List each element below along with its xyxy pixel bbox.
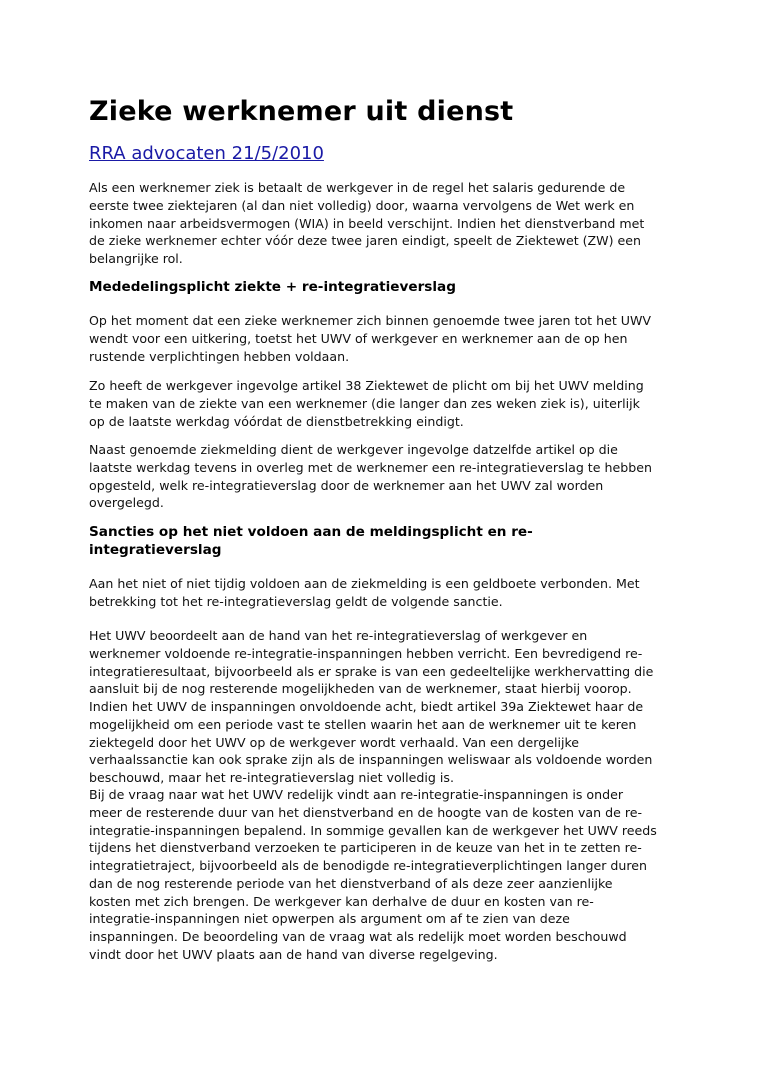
- text-line: aansluit bij de nog resterende mogelijkheden van de werknemer, staat hierbij voorop.: [89, 681, 632, 697]
- paragraph-intro: [89, 179, 644, 268]
- document-title: Zieke werknemer uit dienst: [89, 96, 514, 127]
- text-line: integratieresultaat, bijvoorbeeld als er sprake is van een gedeeltelijke werkhervatting die: [89, 663, 654, 679]
- paragraph-artikel-38: [89, 377, 644, 430]
- text-line: integratietraject, bijvoorbeeld als de benodigde re-integratieverplichtingen langer duren: [89, 858, 647, 873]
- text-line: Op het moment dat een zieke werknemer zich binnen genoemde twee jaren tot het UWV: [89, 313, 652, 328]
- text-line: beschouwd, maar het re-integratieverslag niet volledig is.: [89, 770, 454, 785]
- source-link[interactable]: RRA advocaten 21/5/2010: [89, 143, 324, 164]
- text-line: Bij de vraag naar wat het UWV redelijk vindt aan re-integratie-inspanningen is onder: [89, 787, 624, 802]
- text-line: verhaalssanctie kan ook sprake zijn als de inspanningen weliswaar als voldoende worden: [89, 752, 653, 768]
- text-line: integratieverslag: [89, 542, 222, 558]
- text-line: de zieke werknemer echter vóór deze twee jaren eindigt, speelt de Ziektewet (ZW) een: [89, 233, 642, 249]
- paragraph-re-integratieverslag: [89, 441, 652, 512]
- text-line: werknemer voldoende re-integratie-inspanningen hebben verricht. Een bevredigend re-: [89, 645, 643, 661]
- text-line: kosten met zich brengen. De werkgever kan derhalve de duur en kosten van re-: [89, 893, 594, 909]
- text-line: ziektegeld door het UWV op de werkgever wordt verhaald. Van een dergelijke: [89, 734, 580, 750]
- text-line: Indien het UWV de inspanningen onvoldoende acht, biedt artikel 39a Ziektewet haar de: [89, 699, 644, 714]
- text-line: Zo heeft de werkgever ingevolge artikel 38 Ziektewet de plicht om bij het UWV melding: [89, 378, 644, 393]
- text-line: dan de nog resterende periode van het dienstverband of als deze zeer aanzienlijke: [89, 875, 613, 891]
- text-line: inspanningen. De beoordeling van de vraag wat als redelijk moet worden beschouwd: [89, 929, 627, 944]
- text-line: Sancties op het niet voldoen aan de meldingsplicht en re-: [89, 524, 533, 540]
- text-line: te maken van de ziekte van een werknemer (die langer dan zes weken ziek is), uiterlijk: [89, 395, 640, 411]
- paragraph-uwv-toetsing: [89, 312, 651, 365]
- text-line: op de laatste werkdag vóórdat de dienstbetrekking eindigt.: [89, 413, 464, 429]
- text-line: tijdens het dienstverband verzoeken te participeren in de keuze van het in te zetten re-: [89, 840, 642, 856]
- text-line: belangrijke rol.: [89, 251, 183, 266]
- text-line: laatste werkdag tevens in overleg met de werknemer een re-integratieverslag te hebben: [89, 459, 652, 475]
- text-line: vindt door het UWV plaats aan de hand van diverse regelgeving.: [89, 946, 498, 962]
- text-line: overgelegd.: [89, 495, 164, 511]
- text-line: integratie-inspanningen bepalend. In sommige gevallen kan de werkgever het UWV reeds: [89, 822, 657, 838]
- section-heading-mededelingsplicht: [89, 278, 456, 296]
- text-line: meer de resterende duur van het dienstverband en de hoogte van de kosten van de re-: [89, 804, 643, 820]
- paragraph-beoordeling-uwv: [89, 627, 653, 787]
- text-line: betrekking tot het re-integratieverslag geldt de volgende sanctie.: [89, 593, 503, 609]
- text-line: wendt voor een uitkering, toetst het UWV of werkgever en werknemer aan de op hen: [89, 330, 628, 346]
- text-line: Het UWV beoordeelt aan de hand van het re-integratieverslag of werkgever en: [89, 628, 588, 643]
- text-line: inkomen naar arbeidsvermogen (WIA) in beeld verschijnt. Indien het dienstverband met: [89, 215, 645, 231]
- paragraph-redelijkheid: [89, 786, 657, 964]
- text-line: Mededelingsplicht ziekte + re-integratieverslag: [89, 279, 456, 295]
- text-line: Naast genoemde ziekmelding dient de werkgever ingevolge datzelfde artikel op die: [89, 442, 618, 457]
- text-line: Als een werknemer ziek is betaalt de werkgever in de regel het salaris gedurende de: [89, 180, 626, 195]
- text-line: opgesteld, welk re-integratieverslag door de werknemer aan het UWV zal worden: [89, 477, 604, 493]
- text-line: mogelijkheid om een periode vast te stellen waarin het aan de werknemer uit te keren: [89, 716, 637, 732]
- text-line: integratie-inspanningen niet opwerpen als argument om af te zien van deze: [89, 911, 570, 927]
- section-heading-sancties: [89, 523, 533, 559]
- text-line: Aan het niet of niet tijdig voldoen aan de ziekmelding is een geldboete verbonden. Met: [89, 576, 640, 591]
- text-line: eerste twee ziektejaren (al dan niet volledig) door, waarna vervolgens de Wet werk en: [89, 197, 635, 213]
- paragraph-geldboete: [89, 575, 640, 611]
- text-line: rustende verplichtingen hebben voldaan.: [89, 348, 350, 364]
